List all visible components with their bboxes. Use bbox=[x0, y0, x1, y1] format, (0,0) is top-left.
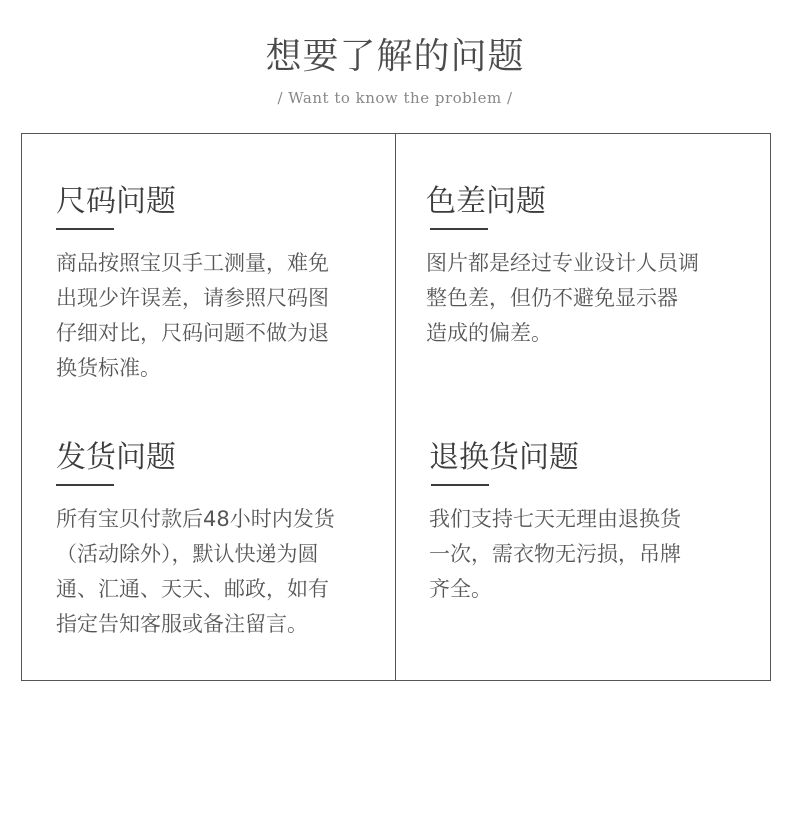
section-title: 尺码问题 bbox=[56, 184, 176, 219]
body-line: 我们支持七天无理由退换货 bbox=[429, 507, 681, 531]
body-line: 出现少许误差，请参照尺码图 bbox=[56, 286, 329, 310]
body-line: 一次，需衣物无污损，吊牌 bbox=[429, 542, 681, 566]
section-body bbox=[426, 246, 746, 351]
faq-panel bbox=[21, 133, 771, 681]
title-underline bbox=[431, 484, 489, 486]
faq-section-shipping bbox=[56, 438, 376, 642]
title-underline bbox=[430, 228, 488, 230]
body-line: 商品按照宝贝手工测量，难免 bbox=[56, 251, 329, 275]
section-body bbox=[56, 502, 376, 642]
column-divider bbox=[395, 134, 396, 680]
body-line: 齐全。 bbox=[429, 577, 492, 601]
title-underline bbox=[56, 484, 114, 486]
section-body bbox=[56, 246, 376, 386]
body-line: 指定告知客服或备注留言。 bbox=[56, 612, 308, 636]
body-line: 换货标准。 bbox=[56, 356, 161, 380]
section-title: 退换货问题 bbox=[429, 440, 579, 475]
page-title: 想要了解的问题 bbox=[265, 36, 525, 77]
section-title: 色差问题 bbox=[426, 184, 546, 219]
body-line: 造成的偏差。 bbox=[426, 321, 552, 345]
body-line: （活动除外），默认快递为圆 bbox=[56, 542, 319, 566]
faq-section-color bbox=[426, 182, 746, 351]
body-line: 仔细对比，尺码问题不做为退 bbox=[56, 321, 329, 345]
page-subtitle: / Want to know the problem / bbox=[277, 89, 513, 107]
faq-section-size bbox=[56, 182, 376, 386]
body-line: 通、汇通、天天、邮政，如有 bbox=[56, 577, 329, 601]
section-title: 发货问题 bbox=[56, 440, 176, 475]
body-line: 所有宝贝付款后48小时内发货 bbox=[56, 507, 335, 531]
faq-section-returns bbox=[429, 438, 749, 607]
body-line: 整色差，但仍不避免显示器 bbox=[426, 286, 678, 310]
title-underline bbox=[56, 228, 114, 230]
body-line: 图片都是经过专业设计人员调 bbox=[426, 251, 699, 275]
section-body bbox=[429, 502, 749, 607]
